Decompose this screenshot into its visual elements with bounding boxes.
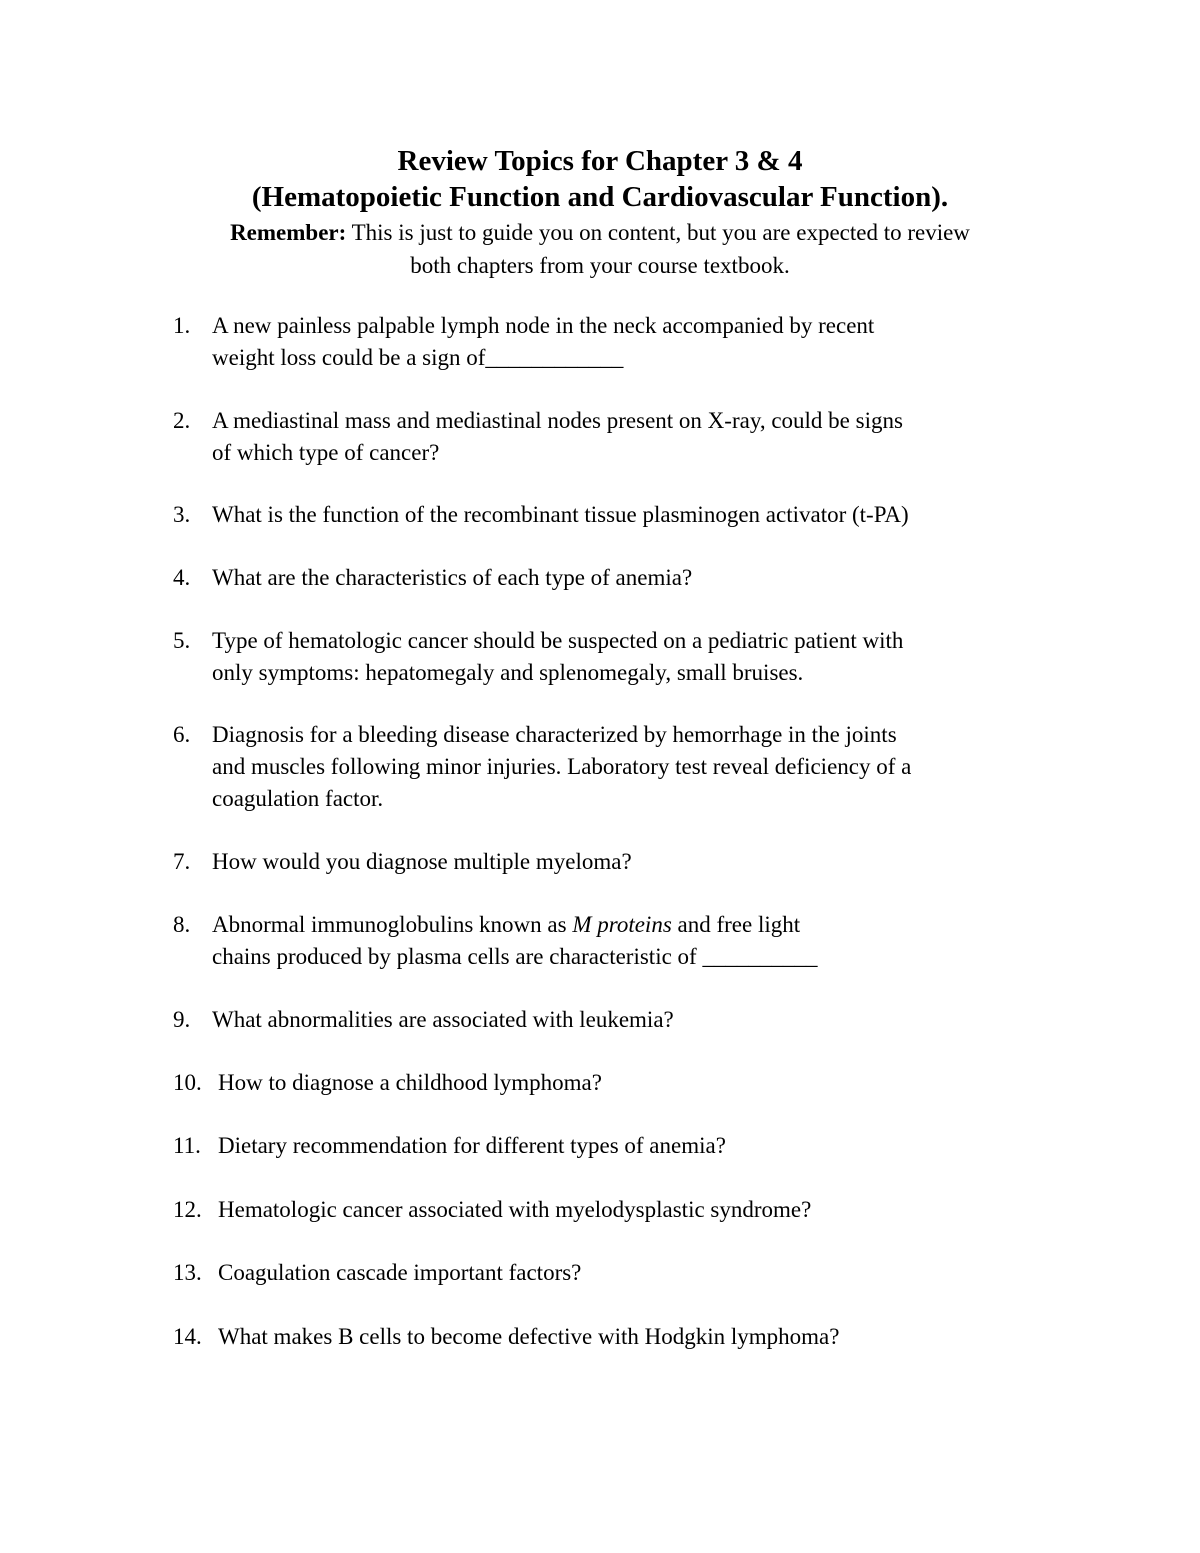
question-text: of which type of cancer?	[212, 440, 440, 465]
question-number: 9.	[173, 1007, 191, 1032]
question-number: 12.	[173, 1197, 202, 1222]
question-text: Type of hematologic cancer should be suspected on a pediatric patient with	[212, 628, 904, 653]
remember-text-line2: both chapters from your course textbook.	[410, 253, 790, 278]
question-5	[173, 625, 1073, 689]
question-number: 1.	[173, 313, 191, 338]
question-number: 6.	[173, 722, 191, 747]
question-text: Dietary recommendation for different types of anemia?	[218, 1133, 726, 1158]
remember-text-line1: This is just to guide you on content, but you are expected to review	[346, 220, 970, 245]
question-7	[173, 846, 1073, 878]
question-number: 10.	[173, 1070, 202, 1095]
question-12	[173, 1194, 1073, 1226]
question-text: and muscles following minor injuries. Laboratory test reveal deficiency of a	[212, 754, 912, 779]
question-number: 3.	[173, 502, 191, 527]
question-text: How would you diagnose multiple myeloma?	[212, 849, 632, 874]
question-text	[212, 909, 1073, 941]
page-subtitle: (Hematopoietic Function and Cardiovascular Function).	[251, 181, 949, 213]
question-2	[173, 405, 1073, 469]
question-number: 2.	[173, 408, 191, 433]
question-text-part: Abnormal immunoglobulins known as	[212, 912, 573, 937]
question-text: A new painless palpable lymph node in the neck accompanied by recent	[212, 313, 875, 338]
question-number: 11.	[173, 1133, 201, 1158]
question-text: What are the characteristics of each type of anemia?	[212, 565, 693, 590]
question-text: What makes B cells to become defective with Hodgkin lymphoma?	[218, 1324, 840, 1349]
question-14	[173, 1321, 1073, 1353]
question-number: 8.	[173, 912, 191, 937]
question-number: 14.	[173, 1324, 202, 1349]
page-title: Review Topics for Chapter 3 & 4	[397, 145, 803, 177]
remember-note	[130, 216, 1070, 282]
question-text-part: and free light	[671, 912, 801, 937]
question-text: coagulation factor.	[212, 786, 384, 811]
question-number: 4.	[173, 565, 191, 590]
question-10	[173, 1067, 1073, 1099]
question-text: What is the function of the recombinant tissue plasminogen activator (t-PA)	[212, 502, 909, 527]
question-8	[173, 909, 1073, 973]
question-text: Diagnosis for a bleeding disease characterized by hemorrhage in the joints	[212, 722, 897, 747]
question-text: Hematologic cancer associated with myelodysplastic syndrome?	[218, 1197, 812, 1222]
question-text: How to diagnose a childhood lymphoma?	[218, 1070, 602, 1095]
question-number: 13.	[173, 1260, 202, 1285]
question-text: chains produced by plasma cells are characteristic of __________	[212, 944, 818, 969]
question-emphasis: M proteins	[572, 912, 672, 937]
question-text: weight loss could be a sign of____________	[212, 345, 624, 370]
question-text: only symptoms: hepatomegaly and splenomegaly, small bruises.	[212, 660, 804, 685]
question-number: 7.	[173, 849, 191, 874]
remember-label: Remember:	[230, 220, 347, 245]
question-4	[173, 562, 1073, 594]
question-9	[173, 1004, 1073, 1036]
question-6	[173, 719, 1073, 815]
question-number: 5.	[173, 628, 191, 653]
question-text: What abnormalities are associated with leukemia?	[212, 1007, 674, 1032]
question-3	[173, 499, 1073, 531]
question-1	[173, 310, 1073, 374]
question-text: Coagulation cascade important factors?	[218, 1260, 582, 1285]
question-11	[173, 1130, 1073, 1162]
question-text: A mediastinal mass and mediastinal nodes present on X-ray, could be signs	[212, 408, 903, 433]
question-13	[173, 1257, 1073, 1289]
